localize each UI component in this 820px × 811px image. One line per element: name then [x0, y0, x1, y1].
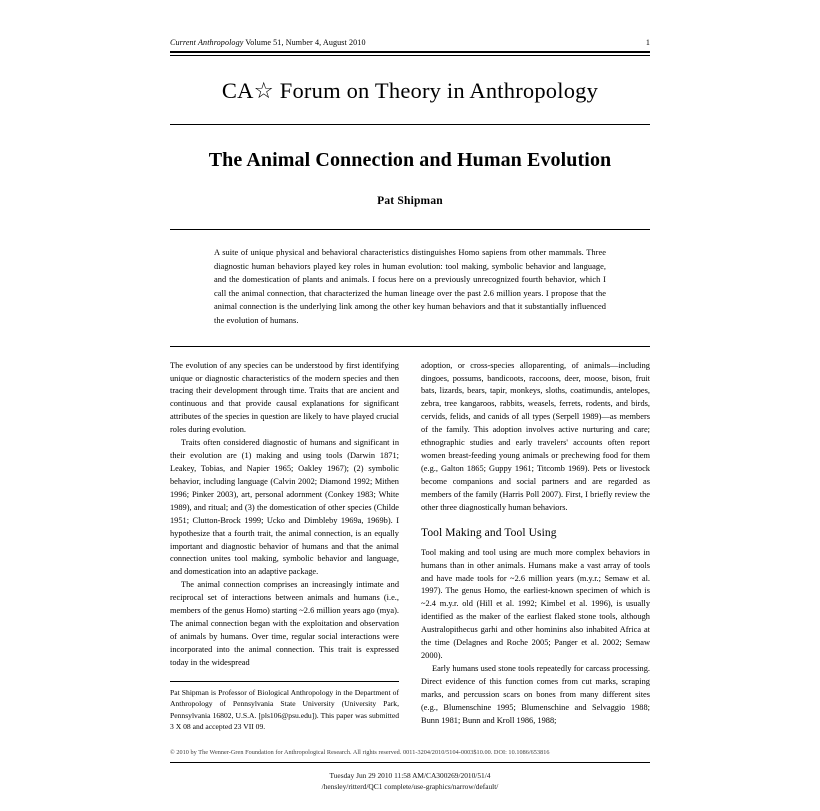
article-title: The Animal Connection and Human Evolution [208, 148, 612, 171]
paragraph: adoption, or cross-species alloparenting, of animals—including dingoes, possums, bandicoots, raccoons, deer, moose, bison, fruit bats, lizards, bears, tapir, monkeys, sloths, coatimundis, antelopes, zebra, tree kangaroos, rabbits, weasels, ferrets, rodents, and birds, cervids, felids, and canids of all types (Serpell 1989)—as members of the family. This adoption involves active nurturing and care; ethnographic studies and early travelers' accounts often report women breast-feeding young animals or prechewing food for them (e.g., Galton 1865; Guppy 1961; Titcomb 1969). Pets or livestock become companions and social partners and are regarded as members of the family (Harris Poll 2007). First, I briefly review the other three diagnostically human behaviors. [421, 360, 650, 512]
header-rule-thin [170, 55, 650, 56]
issue-info: Volume 51, Number 4, August 2010 [245, 38, 366, 47]
footer-rule [170, 762, 650, 763]
author-name: Pat Shipman [377, 194, 443, 207]
body-columns [170, 360, 650, 733]
journal-name: Current Anthropology [170, 38, 244, 47]
footnote-rule [170, 681, 399, 682]
author-footnote: Pat Shipman is Professor of Biological Anthropology in the Department of Anthropology of Pennsylvania State University (University Park, Pennsylvania 16802, U.S.A. [pls106@psu.edu]). This paper was submitted 3 X 08 and accepted 23 VII 09. [170, 687, 399, 732]
header-rule-thick [170, 51, 650, 53]
production-footer [170, 771, 650, 792]
paragraph: Tool making and tool using are much more complex behaviors in humans than in other animals. Humans make a vast array of tools and have made tools for ~2.6 million years (m.y.r.; Semaw et al. 1997). The genus Homo, the earliest-known specimen of which is ~2.4 m.y.r. old (Hill et al. 1992; Kimbel et al. 1996), is usually identified as the maker of the earliest flaked stone tools, although Australopithecus garhi and other hominins also inhabited Africa at the time (Delagnes and Roche 2005; Panger et al. 2002; Semaw 2000). [421, 547, 650, 661]
page-content [170, 38, 650, 792]
rule-below-author [170, 229, 650, 230]
abstract-text: A suite of unique physical and behavioral characteristics distinguishes Homo sapiens from other mammals. Three diagnostic human behaviors played key roles in human evolution: tool making, symbolic behavior and language, and the domestication of plants and animals. I focus here on a previously unrecognized fourth behavior, which I call the animal connection, that characterized the human lineage over the past 2.6 million years. I propose that the animal connection is the underlying link among the other key human behaviors and that it substantially influenced the evolution of humans. [214, 247, 606, 326]
section-heading: Tool Making and Tool Using [421, 526, 557, 539]
paragraph: The evolution of any species can be understood by first identifying unique or diagnostic characteristics of the modern species and then tracing their development through time. Traits that are ancient and continuous and that provide causal explanations for significant attributes of the species in question are likely to have played crucial roles during evolution. [170, 360, 399, 435]
forum-title: CA☆ Forum on Theory in Anthropology [221, 77, 599, 103]
production-timestamp: Tuesday Jun 29 2010 11:58 AM/CA300269/2010/51/4 [329, 770, 491, 780]
running-head-left [170, 38, 366, 47]
running-head [170, 38, 650, 50]
page-number: 1 [645, 38, 650, 47]
paragraph: Early humans used stone tools repeatedly for carcass processing. Direct evidence of this function comes from cut marks, scraping marks, and percussion scars on bones from many different sites (e.g., Blumenschine 1995; Blumenschine and Selvaggio 1988; Bunn 1981; Bunn and Kroll 1986, 1988; [421, 664, 650, 725]
paragraph: Traits often considered diagnostic of humans and significant in their evolution are (1) making and using tools (Darwin 1871; Leakey, Tobias, and Napier 1965; Oakley 1967); (2) symbolic behavior, including language (Calvin 2002; Diamond 1992; Mithen 1996; Pinker 2003), art, personal adornment (Conkey 1983; White 1989), and ritual; and (3) the domestication of other species (Childe 1951; Clutton-Brock 1999; Ucko and Dimbleby 1969a, 1969b). I hypothesize that a fourth trait, the animal connection, is an equally important and diagnostic behavior of humans and that the animal connection unites tool making, symbolic behavior and language, and domestication into an adaptive package. [170, 438, 399, 577]
right-column [421, 360, 650, 733]
copyright-line: © 2010 by The Wenner-Gren Foundation for Anthropological Research. All rights reserved. 0011-3204/2010/5104-0003$10.00. DOI: 10.1086/653816 [170, 748, 550, 756]
left-column [170, 360, 399, 733]
rule-below-abstract [170, 346, 650, 347]
paragraph: The animal connection comprises an increasingly intimate and reciprocal set of interactions between animals and humans (i.e., members of the genus Homo) starting ~2.6 million years ago (mya). The animal connection began with the exploitation and observation of animals by humans. Over time, regular social interactions were incorporated into the animal connection. This trait is expressed today in the widespread [170, 580, 399, 667]
production-path: /hensley/ritterd/QC1 complete/use-graphics/narrow/default/ [321, 781, 499, 791]
rule-below-forum-title [170, 124, 650, 125]
